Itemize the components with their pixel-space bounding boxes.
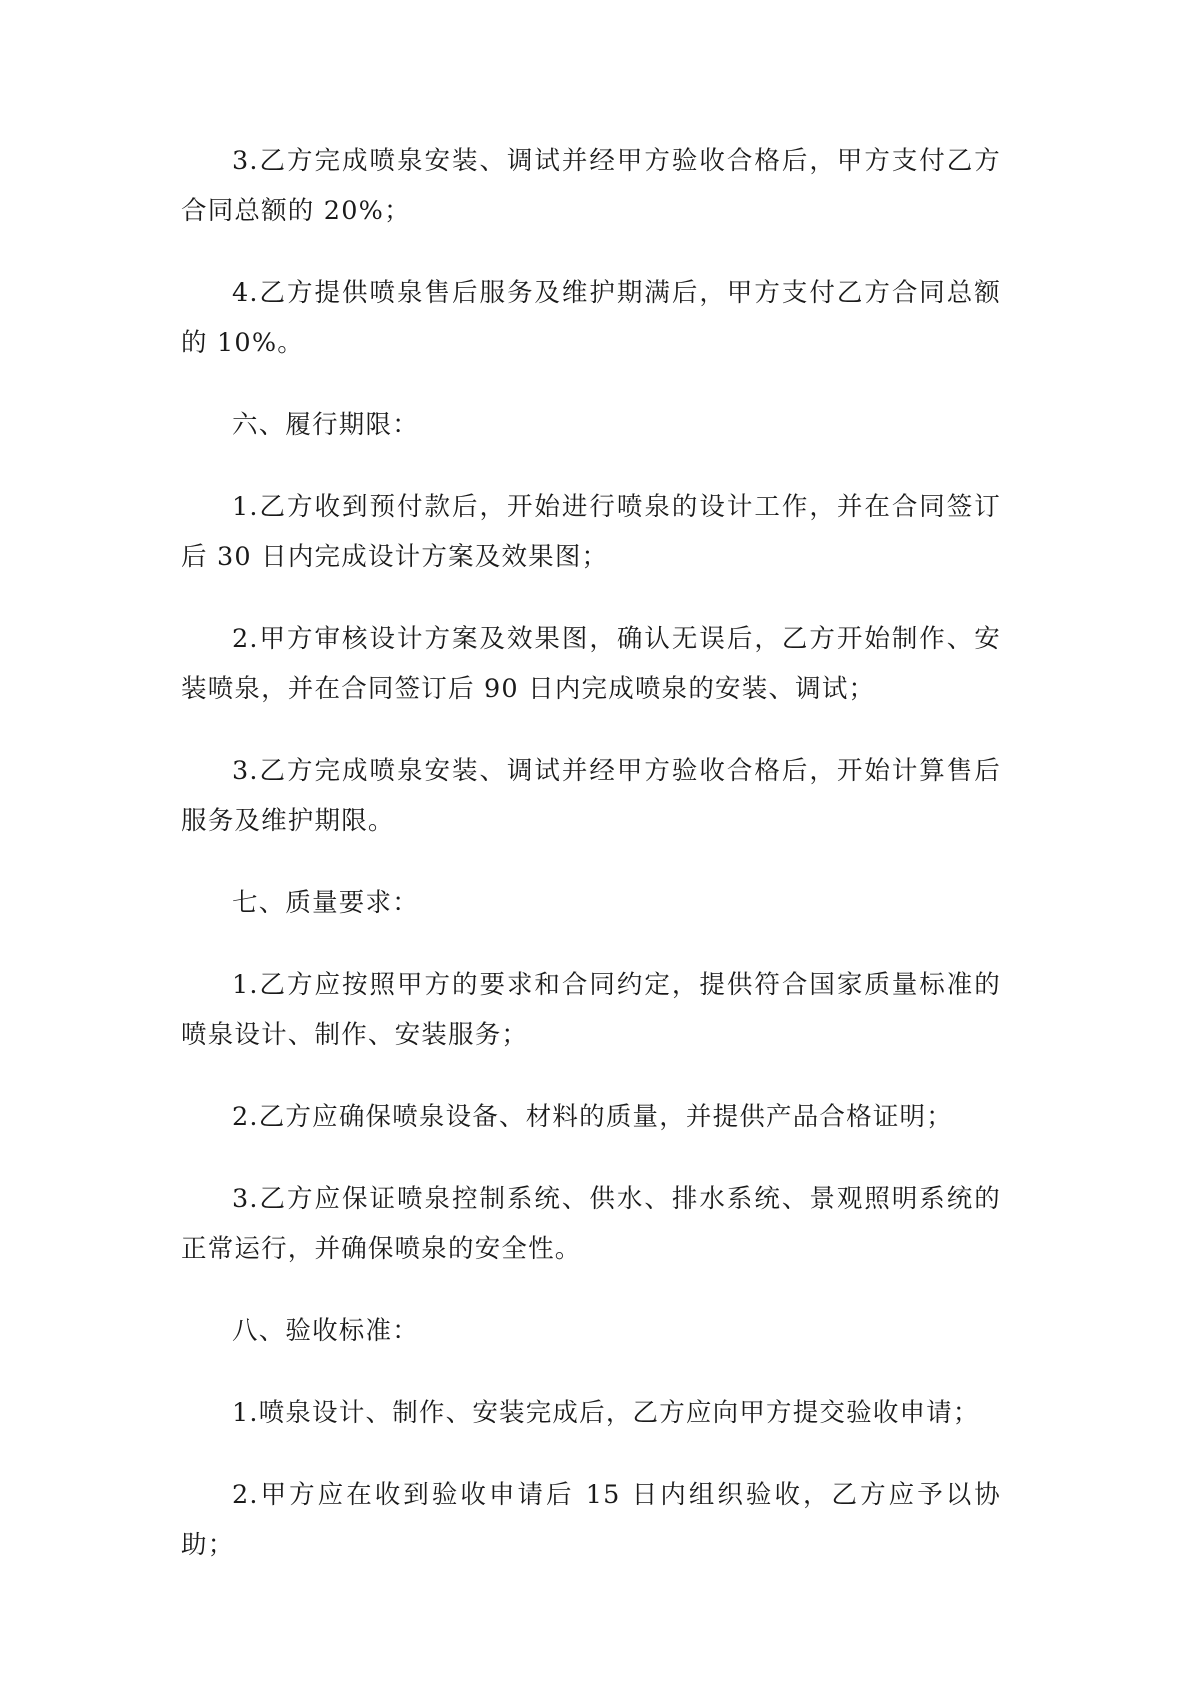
quality-clause-2: 2.乙方应确保喷泉设备、材料的质量，并提供产品合格证明； [232,1102,953,1132]
document-body [181,136,1001,1602]
quality-clause-1: 1.乙方应按照甲方的要求和合同约定，提供符合国家质量标准的喷泉设计、制作、安装服务； [181,970,1001,1050]
acceptance-clause-1: 1.喷泉设计、制作、安装完成后，乙方应向甲方提交验收申请； [232,1398,980,1428]
quality-clause-3: 3.乙方应保证喷泉控制系统、供水、排水系统、景观照明系统的正常运行，并确保喷泉的安全性。 [181,1184,1001,1264]
payment-clause-4: 4.乙方提供喷泉售后服务及维护期满后，甲方支付乙方合同总额的 10%。 [181,278,1001,358]
period-clause-1: 1.乙方收到预付款后，开始进行喷泉的设计工作，并在合同签订后 30 日内完成设计方案及效果图； [181,492,1001,572]
section-heading-quality: 七、质量要求： [232,888,419,918]
acceptance-clause-2: 2.甲方应在收到验收申请后 15 日内组织验收，乙方应予以协助； [181,1480,1001,1560]
section-heading-acceptance: 八、验收标准： [232,1316,419,1346]
period-clause-3: 3.乙方完成喷泉安装、调试并经甲方验收合格后，开始计算售后服务及维护期限。 [181,756,1001,836]
period-clause-2: 2.甲方审核设计方案及效果图，确认无误后，乙方开始制作、安装喷泉，并在合同签订后 90 日内完成喷泉的安装、调试； [181,624,1001,704]
section-heading-performance-period: 六、履行期限： [232,410,419,440]
payment-clause-3: 3.乙方完成喷泉安装、调试并经甲方验收合格后，甲方支付乙方合同总额的 20%； [181,146,1001,226]
